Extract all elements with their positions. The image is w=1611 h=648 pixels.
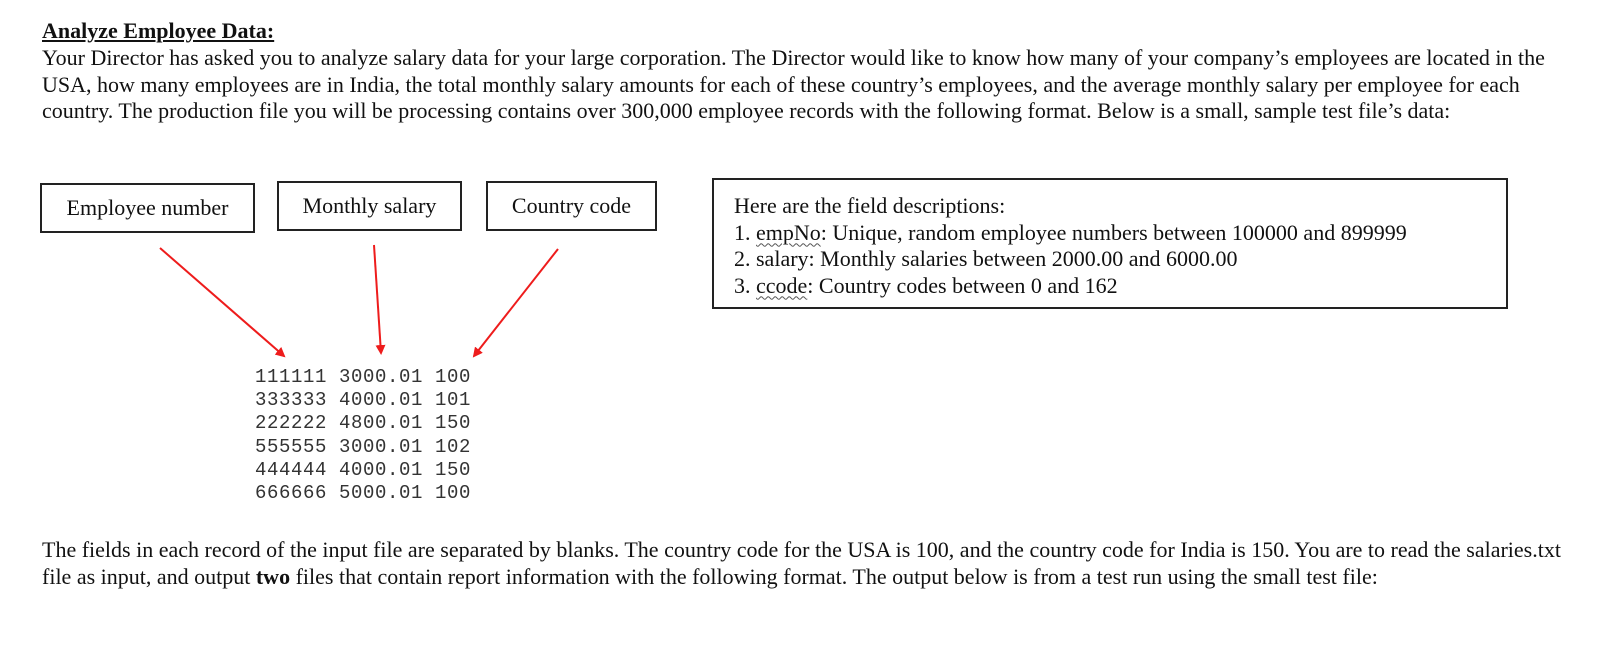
- section-heading: Analyze Employee Data:: [42, 18, 275, 43]
- country-code-arrow: [474, 249, 558, 356]
- monthly-salary-label: Monthly salary: [302, 193, 437, 218]
- employee-number-label: Employee number: [66, 195, 229, 220]
- empno-text: : Unique, random employee numbers between 100000 and 899999: [820, 219, 1407, 245]
- ccode-field-name: ccode: [756, 272, 808, 298]
- outro-text-end: files that contain report information with the following format. The output below is from a test run using the small test file:: [290, 563, 1378, 589]
- employee-number-arrow: [160, 248, 284, 356]
- empno-prefix: 1.: [734, 219, 756, 245]
- outro-paragraph: [42, 537, 1572, 590]
- intro-paragraph: Your Director has asked you to analyze salary data for your large corporation. The Director would like to know how many of your company’s employees are located in the USA, how many employees are in India, the total monthly salary amounts for each of these country’s employees, and the average monthly salary per employee for each country. The production file you will be processing contains over 300,000 employee records with the following format. Below is a small, sample test file’s data:: [42, 45, 1545, 123]
- data-record: 333333 4000.01 101: [255, 389, 472, 412]
- field-description-salary: 2. salary: Monthly salaries between 2000.00 and 6000.00: [734, 246, 1238, 271]
- data-record: 444444 4000.01 150: [255, 458, 472, 481]
- empno-field-name: empNo: [756, 219, 821, 245]
- data-record: 666666 5000.01 100: [255, 482, 472, 505]
- country-code-label: Country code: [511, 193, 632, 218]
- data-record: 222222 4800.01 150: [255, 412, 472, 435]
- ccode-prefix: 3.: [734, 272, 756, 298]
- monthly-salary-arrow: [374, 245, 381, 353]
- data-record: 555555 3000.01 102: [255, 435, 472, 458]
- ccode-text: : Country codes between 0 and 162: [807, 272, 1118, 298]
- outro-bold-word: two: [255, 563, 291, 589]
- data-record: 111111 3000.01 100: [255, 366, 472, 388]
- sample-data-block: [255, 366, 471, 505]
- field-descriptions-title: Here are the field descriptions:: [734, 193, 1006, 218]
- outro-text-start: The fields in each record of the input file are separated by blanks. The country code for the USA is 100, and the country code for India is 150. You are to read the salaries.txt file as input, and output: [42, 537, 1561, 589]
